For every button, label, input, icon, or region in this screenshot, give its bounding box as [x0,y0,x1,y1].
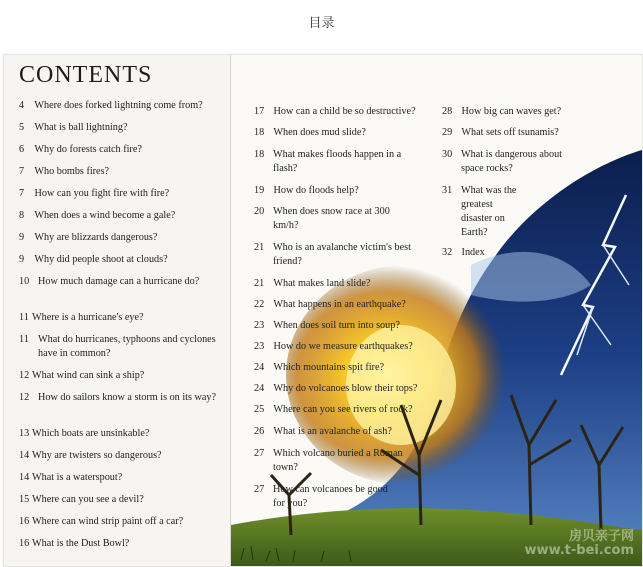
toc-item: 28 How big can waves get? [442,106,562,117]
toc-item: 19 How do floods help? [254,185,359,196]
toc-item: 16 What is the Dust Bowl? [19,538,130,549]
book-spread [3,54,643,567]
page-heading: 目录 [308,16,335,31]
toc-item: 13 Which boats are unsinkable? [19,428,150,439]
watermark: 房贝亲子网 www.t-bei.com [524,529,634,558]
toc-item: 7 Who bombs fires? [19,166,110,177]
toc-item: 20 When does snow race at 300 km/h? [254,206,390,231]
toc-item: 14 Why are twisters so dangerous? [19,450,162,461]
toc-item: 18 When does mud slide? [254,127,366,138]
toc-item: 6 Why do forests catch fire? [19,144,142,155]
toc-item: 24 Why do volcanoes blow their tops? [254,383,418,394]
toc-item: 21 Who is an avalanche victim's best friend? [254,242,411,267]
toc-item: 26 What is an avalanche of ash? [254,426,392,437]
toc-item: 9 Why are blizzards dangerous? [19,232,158,243]
toc-item: 25 Where can you see rivers of rock? [254,404,413,415]
toc-item: 7 How can you fight fire with fire? [19,188,170,199]
toc-item: 11 What do hurricanes, typhoons and cyclones have in common? [19,334,216,359]
toc-item: 23 How do we measure earthquakes? [254,341,413,352]
toc-item: 31 What was the greatest disaster on Earth? [442,185,517,238]
toc-item: 18 What makes floods happen in a flash? [254,149,402,174]
toc-item: 4 Where does forked lightning come from? [19,100,203,111]
left-page [4,55,231,566]
toc-item: 21 What makes land slide? [254,278,371,289]
toc-item: 30 What is dangerous about space rocks? [442,149,562,174]
toc-item: 22 What happens in an earthquake? [254,299,406,310]
toc-item: 8 When does a wind become a gale? [19,210,176,221]
toc-item: 15 Where can you see a devil? [19,494,144,505]
toc-item: 27 How can volcanoes be good for you? [254,484,388,509]
toc-item: 5 What is ball lightning? [19,122,128,133]
toc-item: 32 Index [442,247,485,258]
toc-item: 17 How can a child be so destructive? [254,106,416,117]
toc-item: 16 Where can wind strip paint off a car? [19,516,184,527]
toc-item: 12 How do sailors know a storm is on its way? [19,392,216,403]
toc-item: 11 Where is a hurricane's eye? [19,312,144,323]
toc-item: 12 What wind can sink a ship? [19,370,145,381]
toc-item: 27 Which volcano buried a Roman town? [254,448,403,473]
toc-item: 24 Which mountains spit fire? [254,362,384,373]
toc-item: 14 What is a waterspout? [19,472,123,483]
right-page [231,55,642,566]
toc-item: 23 When does soil turn into soup? [254,320,400,331]
contents-title: CONTENTS [19,62,153,88]
toc-item: 10 How much damage can a hurricane do? [19,276,200,287]
toc-item: 9 Why did people shoot at clouds? [19,254,168,265]
toc-item: 29 What sets off tsunamis? [442,127,559,138]
